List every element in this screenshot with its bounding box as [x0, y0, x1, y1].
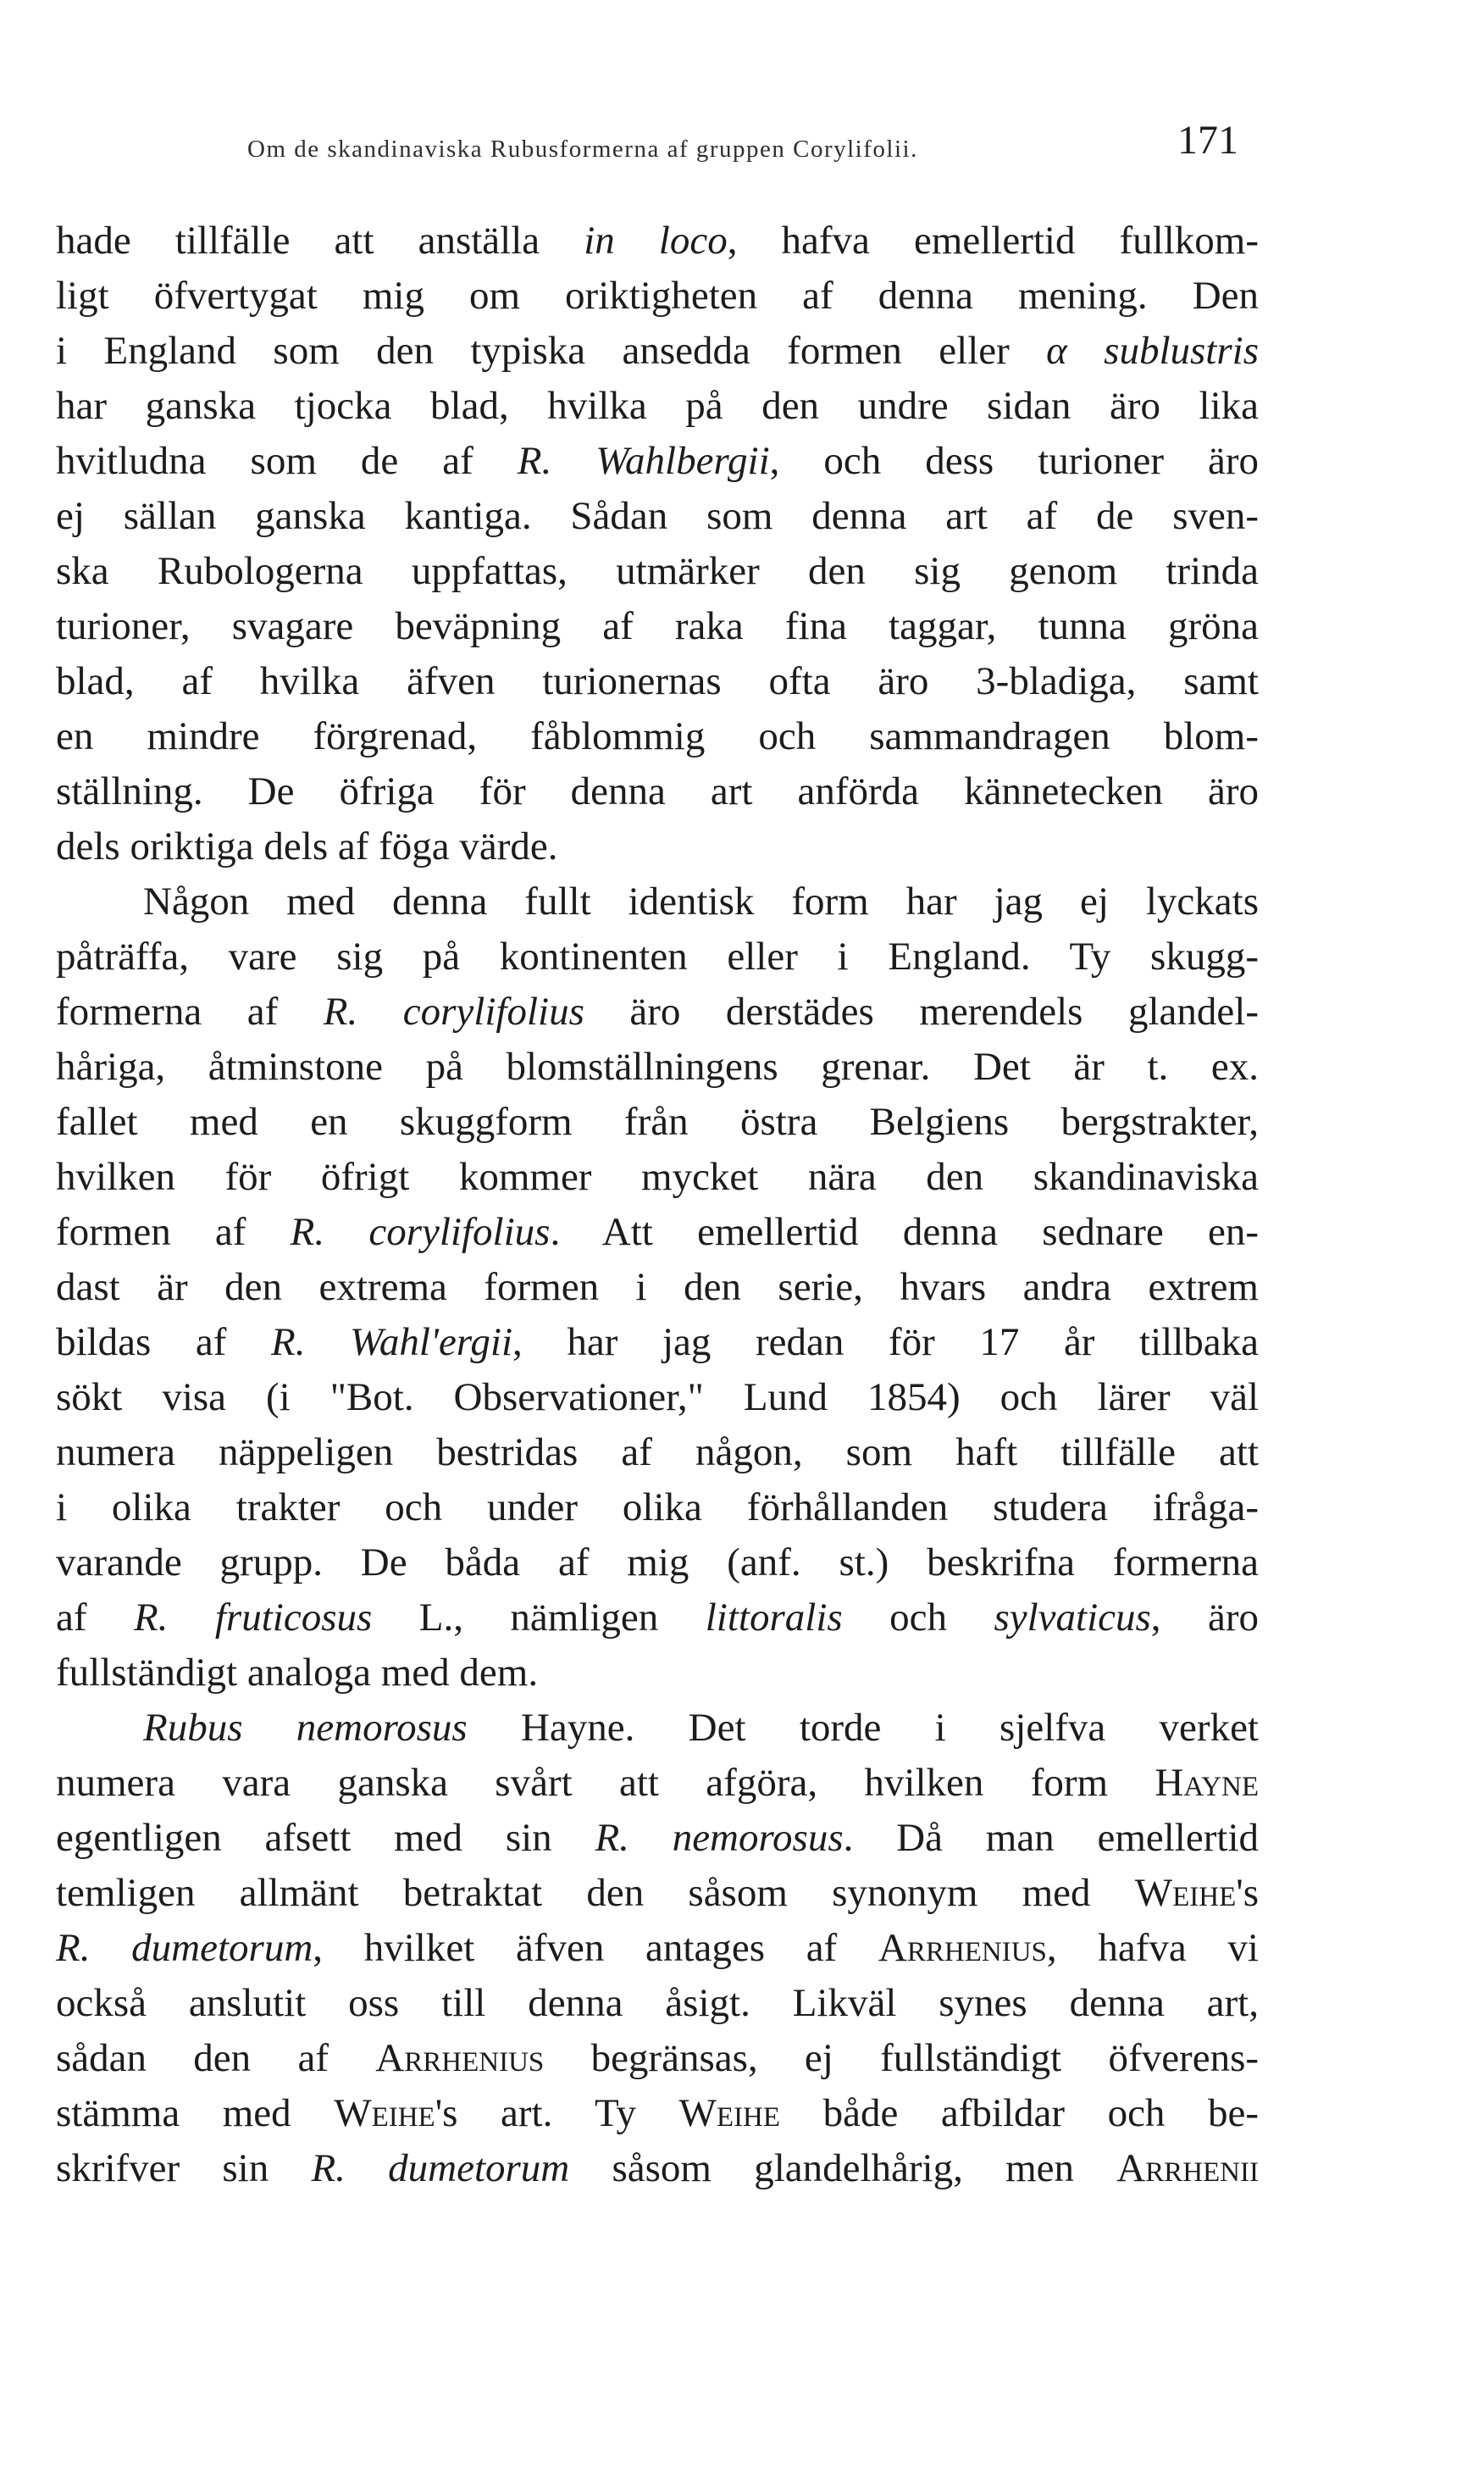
- italic-run: R. dumetorum: [56, 1926, 313, 1970]
- text-line: [56, 2141, 1259, 2196]
- text-run: både afbildar och be-: [780, 2091, 1259, 2135]
- text-run: sådan den af: [56, 2036, 376, 2080]
- text-run: ska Rubologerna uppfattas, utmärker den sig genom trinda: [56, 549, 1259, 593]
- text-run: har ganska tjocka blad, hvilka på den undre sidan äro lika: [56, 384, 1259, 428]
- text-line: [56, 1811, 1259, 1866]
- text-run: Hayne. Det torde i sjelfva verket: [467, 1706, 1259, 1750]
- text-run: formerna af: [56, 990, 324, 1034]
- text-line: [56, 324, 1259, 379]
- italic-run: R. nemorosus: [595, 1816, 844, 1860]
- text-run: numera vara ganska svårt att afgöra, hvilken form: [56, 1761, 1155, 1805]
- text-line: [56, 2086, 1259, 2141]
- text-line: [56, 1040, 1259, 1095]
- text-line: [56, 544, 1259, 599]
- text-line: [56, 1315, 1259, 1370]
- text-run: . Att emellertid denna sednare en-: [550, 1210, 1259, 1254]
- italic-run: R. corylifolius: [290, 1210, 551, 1254]
- text-line: [56, 1756, 1259, 1811]
- text-run: L., nämligen: [372, 1595, 706, 1640]
- text-run: formen af: [56, 1210, 291, 1254]
- text-run: ligt öfvertygat mig om oriktigheten af denna mening. Den: [56, 274, 1259, 318]
- text-run: , och dess turioner äro: [769, 439, 1259, 483]
- paragraph-end-line: [56, 1645, 1259, 1701]
- text-line: [56, 930, 1259, 985]
- text-run: i olika trakter och under olika förhållanden studera ifråga-: [56, 1485, 1259, 1529]
- text-run: i England som den typiska ansedda formen eller: [56, 329, 1047, 373]
- text-run: 's: [1236, 1871, 1259, 1915]
- text-line: [56, 1480, 1259, 1535]
- text-run: Någon med denna fullt identisk form har jag ej lyckats: [143, 880, 1259, 924]
- text-run: , äro: [1150, 1595, 1260, 1640]
- text-run: varande grupp. De båda af mig (anf. st.) beskrifna formerna: [56, 1540, 1259, 1584]
- paragraph-end-line: [56, 819, 1259, 874]
- text-line: [56, 1535, 1259, 1590]
- text-run: ställning. De öfriga för denna art anförda kännetecken äro: [56, 769, 1259, 813]
- text-run: en mindre förgrenad, fåblommig och sammandragen blom-: [56, 714, 1259, 758]
- text-run: numera näppeligen bestridas af någon, som haft tillfälle att: [56, 1430, 1259, 1474]
- text-run: turioner, svagare beväpning af raka fina taggar, tunna gröna: [56, 604, 1259, 648]
- italic-run: Rubus nemorosus: [143, 1706, 468, 1750]
- italic-run: in loco: [584, 219, 728, 263]
- text-run: ej sällan ganska kantiga. Sådan som denna art af de sven-: [56, 494, 1259, 538]
- small-caps-run: Arrhenius: [375, 2036, 545, 2080]
- text-run: fullständigt analoga med dem.: [56, 1651, 539, 1695]
- text-line: [56, 709, 1259, 764]
- text-run: , hvilket äfven antages af: [313, 1926, 878, 1970]
- text-line: [56, 214, 1259, 269]
- text-run: hvitludna som de af: [56, 439, 518, 483]
- text-run: också anslutit oss till denna åsigt. Likväl synes denna art,: [56, 1981, 1259, 2025]
- italic-run: R. Wahlbergii: [517, 439, 770, 483]
- text-run: äro derstädes merendels glandel-: [584, 990, 1259, 1034]
- italic-run: R. corylifolius: [323, 990, 584, 1034]
- text-line: [56, 599, 1259, 654]
- text-run: 's art. Ty: [435, 2091, 679, 2135]
- running-title: Om de skandinaviska Rubusformerna af gruppen Corylifolii.: [247, 136, 918, 163]
- italic-run: R. dumetorum: [311, 2146, 570, 2190]
- text-run: sökt visa (i "Bot. Observationer," Lund 1854) och lärer väl: [56, 1375, 1259, 1419]
- body-text: [56, 214, 1259, 2196]
- italic-run: α sublustris: [1046, 329, 1259, 373]
- text-run: hvilken för öfrigt kommer mycket nära den skandinaviska: [56, 1155, 1259, 1199]
- text-run: och: [842, 1595, 994, 1640]
- text-run: begränsas, ej fullständigt öfverens-: [544, 2036, 1260, 2080]
- italic-run: littoralis: [705, 1595, 843, 1640]
- text-run: , hafva emellertid fullkom-: [727, 219, 1260, 263]
- text-run: af: [56, 1595, 134, 1640]
- text-run: såsom glandelhårig, men: [569, 2146, 1117, 2190]
- text-line: [56, 489, 1259, 544]
- text-run: temligen allmänt betraktat den såsom synonym med: [56, 1871, 1135, 1915]
- text-run: . Då man emellertid: [843, 1816, 1259, 1860]
- paragraph-start-line: [56, 1701, 1259, 1756]
- text-line: [56, 1976, 1259, 2031]
- text-line: [56, 1205, 1259, 1260]
- text-line: [56, 1095, 1259, 1150]
- text-line: [56, 1370, 1259, 1425]
- text-line: [56, 1866, 1259, 1921]
- text-run: egentligen afsett med sin: [56, 1816, 595, 1860]
- text-run: bildas af: [56, 1320, 271, 1364]
- text-line: [56, 764, 1259, 819]
- italic-run: R. fruticosus: [133, 1595, 373, 1640]
- small-caps-run: Weihe: [678, 2091, 781, 2135]
- small-caps-run: Arrhenius: [878, 1926, 1047, 1970]
- text-line: [56, 2031, 1259, 2086]
- text-line: [56, 1425, 1259, 1480]
- text-line: [56, 1150, 1259, 1205]
- small-caps-run: Arrhenii: [1116, 2146, 1259, 2190]
- text-line: [56, 654, 1259, 709]
- text-run: stämma med: [56, 2091, 335, 2135]
- text-line: [56, 269, 1259, 324]
- text-run: skrifver sin: [56, 2146, 312, 2190]
- text-run: fallet med en skuggform från östra Belgiens bergstrakter,: [56, 1100, 1259, 1144]
- text-run: dast är den extrema formen i den serie, hvars andra extrem: [56, 1265, 1259, 1309]
- text-run: påträffa, vare sig på kontinenten eller i England. Ty skugg-: [56, 935, 1259, 979]
- small-caps-run: Weihe: [334, 2091, 435, 2135]
- text-run: blad, af hvilka äfven turionernas ofta äro 3-bladiga, samt: [56, 659, 1259, 703]
- text-line: [56, 1590, 1259, 1645]
- text-run: , hafva vi: [1046, 1926, 1259, 1970]
- text-line: [56, 1260, 1259, 1315]
- text-line: [56, 985, 1259, 1040]
- text-line: [56, 434, 1259, 489]
- italic-run: sylvaticus: [994, 1595, 1151, 1640]
- text-line: [56, 379, 1259, 434]
- paragraph-start-line: [56, 874, 1259, 930]
- text-run: dels oriktiga dels af föga värde.: [56, 824, 558, 868]
- text-line: [56, 1921, 1259, 1976]
- text-run: håriga, åtminstone på blomställningens grenar. Det är t. ex.: [56, 1045, 1259, 1089]
- text-run: , har jag redan för 17 år tillbaka: [512, 1320, 1260, 1364]
- text-run: hade tillfälle att anställa: [56, 219, 584, 263]
- small-caps-run: Weihe: [1134, 1871, 1237, 1915]
- small-caps-run: Hayne: [1155, 1761, 1259, 1805]
- italic-run: R. Wahl'ergii: [270, 1320, 513, 1364]
- page-number: 171: [1177, 118, 1238, 163]
